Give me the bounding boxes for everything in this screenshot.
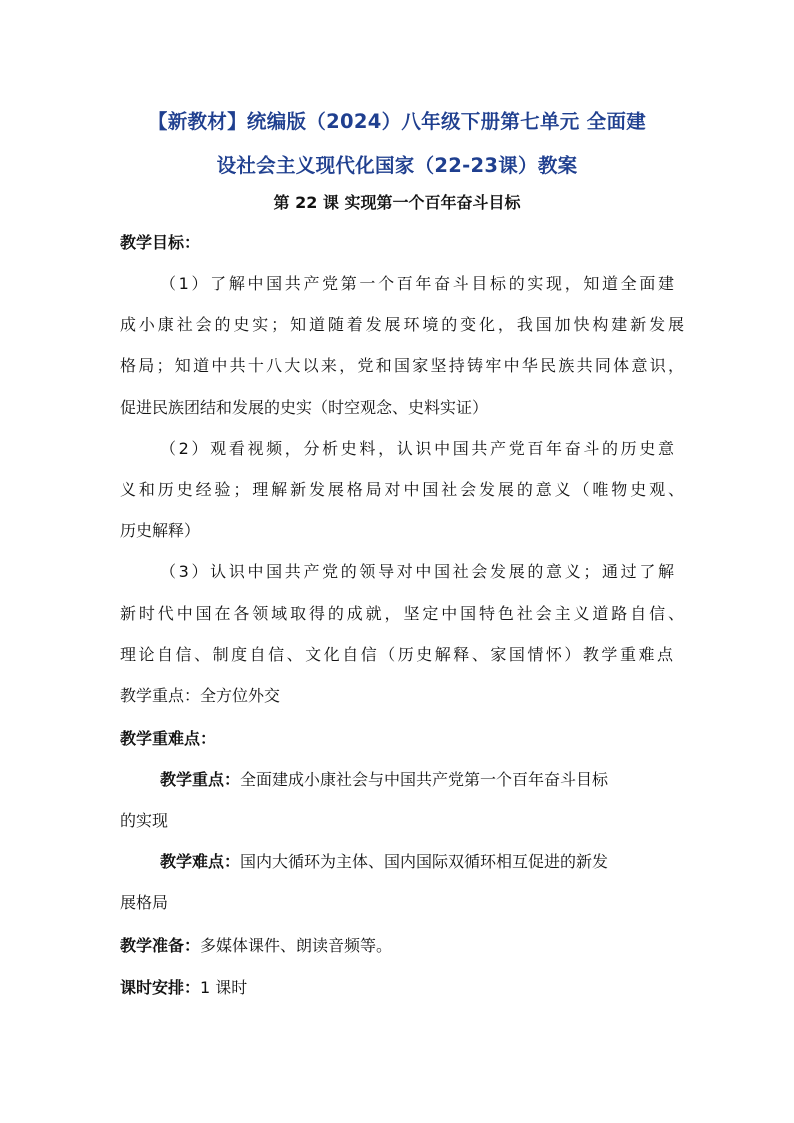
objective-1-line-3: 格局；知道中共十八大以来，党和国家坚持铸牢中华民族共同体意识， [120,356,684,375]
objective-3-line-3: 理论自信、制度自信、文化自信（历史解释、家国情怀）教学重难点 [120,645,673,664]
document-title-line-2: 设社会主义现代化国家（22-23课）教案 [216,154,578,177]
key-point-line-1 [160,770,608,790]
objective-3-line-4: 教学重点：全方位外交 [120,686,281,705]
lesson-title: 第 22 课 实现第一个百年奋斗目标 [273,193,521,212]
document-title-line-1: 【新教材】统编版（2024）八年级下册第七单元 全面建 [147,110,647,133]
difficult-point-label: 教学难点： [160,852,241,871]
objectives-heading: 教学目标： [120,233,201,252]
difficult-point-text: 国内大循环为主体、国内国际双循环相互促进的新发 [240,852,609,871]
difficult-point-line-1 [160,852,608,872]
objective-1-line-1: （1）了解中国共产党第一个百年奋斗目标的实现，知道全面建 [160,274,674,293]
key-points-heading: 教学重难点： [120,729,217,748]
objective-1-line-2: 成小康社会的史实；知道随着发展环境的变化，我国加快构建新发展 [120,315,684,334]
objective-2-line-3: 历史解释） [120,521,201,540]
objective-3-line-1: （3）认识中国共产党的领导对中国社会发展的意义；通过了解 [160,562,674,581]
schedule-line [120,978,247,998]
key-point-line-2: 的实现 [120,811,169,830]
key-point-text: 全面建成小康社会与中国共产党第一个百年奋斗目标 [240,770,609,789]
preparation-text: 多媒体课件、朗读音频等。 [200,936,393,955]
preparation-line [120,936,392,956]
schedule-text: 1 课时 [200,978,248,997]
objective-2-line-1: （2）观看视频，分析史料，认识中国共产党百年奋斗的历史意 [160,439,674,458]
schedule-label: 课时安排： [120,978,201,997]
preparation-label: 教学准备： [120,936,201,955]
objective-3-line-2: 新时代中国在各领域取得的成就，坚定中国特色社会主义道路自信、 [120,604,684,623]
key-point-label: 教学重点： [160,770,241,789]
difficult-point-line-2: 展格局 [120,893,169,912]
objective-2-line-2: 义和历史经验；理解新发展格局对中国社会发展的意义（唯物史观、 [120,480,684,499]
objective-1-line-4: 促进民族团结和发展的史实（时空观念、史料实证） [120,398,489,417]
